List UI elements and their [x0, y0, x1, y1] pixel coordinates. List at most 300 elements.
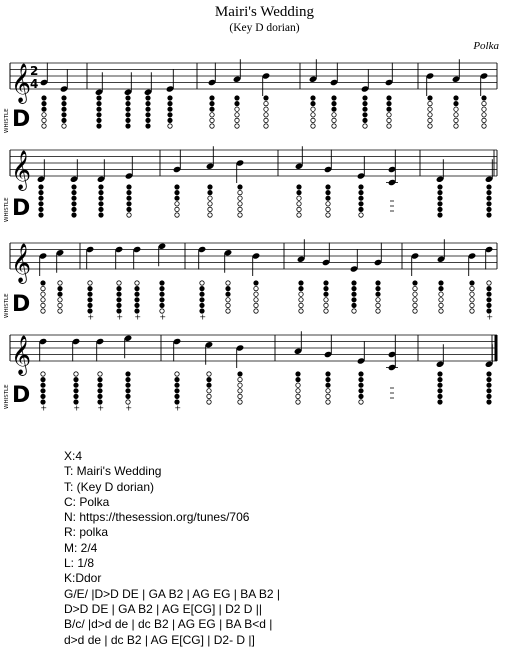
hole-open: [62, 124, 66, 128]
hole-covered: [376, 292, 380, 296]
hole-covered: [74, 394, 78, 398]
hole-covered: [487, 400, 491, 404]
hole-open: [413, 303, 417, 307]
hole-covered: [62, 101, 66, 105]
hole-covered: [359, 202, 363, 206]
hole-covered: [487, 190, 491, 194]
hole-covered: [127, 196, 131, 200]
hole-covered: [438, 383, 442, 387]
hole-covered: [175, 190, 179, 194]
hole-open: [482, 118, 486, 122]
hole-covered: [210, 101, 214, 105]
hole-open: [238, 207, 242, 211]
hole-covered: [352, 298, 356, 302]
hole-covered: [146, 107, 150, 111]
hole-covered: [487, 286, 491, 290]
abc-line: R: polka: [64, 525, 109, 540]
hole-covered: [324, 286, 328, 290]
hole-covered: [428, 96, 432, 100]
hole-covered: [72, 190, 76, 194]
hole-open: [207, 394, 211, 398]
hole-open: [207, 372, 211, 376]
hole-covered: [126, 113, 130, 117]
hole-covered: [311, 96, 315, 100]
hole-covered: [97, 101, 101, 105]
hole-covered: [127, 190, 131, 194]
hole-covered: [226, 292, 230, 296]
hole-covered: [438, 377, 442, 381]
hole-covered: [438, 202, 442, 206]
hole-covered: [39, 213, 43, 217]
hole-covered: [74, 377, 78, 381]
hole-covered: [359, 389, 363, 393]
abc-line: N: https://thesession.org/tunes/706: [64, 510, 250, 525]
hole-open: [428, 101, 432, 105]
hole-covered: [487, 298, 491, 302]
abc-line: L: 1/8: [64, 556, 95, 571]
hole-open: [235, 124, 239, 128]
hole-covered: [299, 281, 303, 285]
hole-open: [299, 298, 303, 302]
hole-open: [200, 281, 204, 285]
hole-covered: [117, 286, 121, 290]
hole-open: [226, 281, 230, 285]
hole-covered: [332, 96, 336, 100]
hole-covered: [58, 286, 62, 290]
hole-covered: [326, 190, 330, 194]
hole-open: [332, 113, 336, 117]
hole-open: [238, 202, 242, 206]
hole-open: [332, 124, 336, 128]
hole-open: [439, 303, 443, 307]
hole-open: [238, 394, 242, 398]
hole-open: [238, 190, 242, 194]
hole-covered: [99, 185, 103, 189]
hole-open: [326, 394, 330, 398]
hole-covered: [146, 118, 150, 122]
hole-covered: [487, 389, 491, 393]
hole-covered: [438, 196, 442, 200]
hole-covered: [438, 394, 442, 398]
hole-covered: [326, 372, 330, 376]
hole-covered: [324, 281, 328, 285]
hole-open: [359, 400, 363, 404]
hole-covered: [352, 286, 356, 290]
hole-covered: [324, 292, 328, 296]
hole-covered: [98, 377, 102, 381]
hole-open: [175, 207, 179, 211]
hole-open: [41, 292, 45, 296]
hole-covered: [359, 190, 363, 194]
hole-covered: [39, 190, 43, 194]
hole-covered: [487, 196, 491, 200]
hole-covered: [200, 286, 204, 290]
hole-open: [359, 213, 363, 217]
hole-open: [254, 286, 258, 290]
hole-open: [299, 303, 303, 307]
hole-covered: [387, 101, 391, 105]
hole-covered: [297, 190, 301, 194]
hole-covered: [74, 383, 78, 387]
hole-open: [454, 107, 458, 111]
hole-covered: [97, 124, 101, 128]
overblow-plus: +: [199, 312, 207, 322]
hole-covered: [487, 372, 491, 376]
hole-open: [168, 124, 172, 128]
hole-open: [58, 298, 62, 302]
hole-open: [264, 124, 268, 128]
hole-open: [297, 207, 301, 211]
hole-open: [297, 213, 301, 217]
hole-covered: [146, 124, 150, 128]
hole-open: [311, 113, 315, 117]
whistle-key-label: D: [12, 292, 31, 317]
hole-covered: [387, 96, 391, 100]
hole-covered: [235, 96, 239, 100]
hole-open: [439, 292, 443, 296]
hole-covered: [42, 101, 46, 105]
hole-covered: [146, 113, 150, 117]
hole-open: [235, 118, 239, 122]
hole-covered: [39, 196, 43, 200]
hole-covered: [487, 185, 491, 189]
hole-covered: [126, 394, 130, 398]
hole-covered: [208, 190, 212, 194]
hole-covered: [487, 303, 491, 307]
hole-open: [238, 196, 242, 200]
hole-open: [428, 124, 432, 128]
hole-covered: [438, 389, 442, 393]
hole-covered: [99, 196, 103, 200]
hole-covered: [376, 286, 380, 290]
overblow-plus: +: [174, 403, 182, 413]
hole-covered: [487, 394, 491, 398]
hole-covered: [126, 124, 130, 128]
hole-covered: [62, 96, 66, 100]
hole-covered: [470, 281, 474, 285]
hole-covered: [207, 377, 211, 381]
hole-open: [296, 400, 300, 404]
hole-open: [470, 303, 474, 307]
hole-open: [58, 281, 62, 285]
hole-covered: [311, 101, 315, 105]
hole-covered: [126, 101, 130, 105]
hole-covered: [454, 96, 458, 100]
hole-covered: [41, 281, 45, 285]
hole-covered: [238, 185, 242, 189]
hole-open: [376, 309, 380, 313]
hole-open: [210, 124, 214, 128]
overblow-plus: +: [134, 312, 142, 322]
hole-open: [326, 207, 330, 211]
hole-covered: [326, 196, 330, 200]
hole-open: [235, 113, 239, 117]
hole-open: [454, 124, 458, 128]
abc-notation-block: [64, 449, 280, 648]
hole-covered: [439, 286, 443, 290]
final-bar-thick: [495, 335, 498, 361]
hole-open: [208, 196, 212, 200]
hole-open: [311, 124, 315, 128]
hole-open: [387, 113, 391, 117]
hole-open: [482, 113, 486, 117]
hole-covered: [135, 292, 139, 296]
hole-open: [41, 309, 45, 313]
hole-open: [127, 213, 131, 217]
hole-covered: [39, 185, 43, 189]
hole-open: [238, 383, 242, 387]
whistle-key-label: D: [12, 383, 31, 408]
whistle-label: WHISTLE: [4, 293, 10, 318]
hole-covered: [363, 101, 367, 105]
hole-open: [470, 286, 474, 290]
hole-covered: [74, 389, 78, 393]
hole-open: [454, 113, 458, 117]
hole-covered: [98, 383, 102, 387]
hole-covered: [88, 298, 92, 302]
hole-covered: [326, 377, 330, 381]
hole-covered: [117, 303, 121, 307]
hole-covered: [41, 383, 45, 387]
hole-open: [311, 107, 315, 111]
overblow-plus: +: [87, 312, 95, 322]
hole-covered: [62, 107, 66, 111]
abc-line: T: (Key D dorian): [64, 479, 155, 494]
hole-open: [98, 372, 102, 376]
hole-open: [264, 118, 268, 122]
hole-covered: [97, 107, 101, 111]
hole-covered: [135, 286, 139, 290]
hole-covered: [208, 185, 212, 189]
hole-covered: [168, 118, 172, 122]
hole-covered: [487, 207, 491, 211]
hole-covered: [99, 207, 103, 211]
hole-open: [439, 298, 443, 302]
hole-covered: [326, 383, 330, 387]
overblow-plus: +: [486, 312, 494, 322]
hole-covered: [175, 383, 179, 387]
hole-open: [117, 281, 121, 285]
hole-covered: [126, 96, 130, 100]
overblow-plus: +: [73, 403, 81, 413]
hole-open: [41, 372, 45, 376]
hole-open: [74, 372, 78, 376]
treble-clef-icon: 𝄞: [11, 243, 32, 283]
hole-covered: [487, 377, 491, 381]
hole-covered: [39, 202, 43, 206]
hole-open: [41, 286, 45, 290]
hole-open: [324, 303, 328, 307]
hole-open: [238, 377, 242, 381]
abc-line: B/c/ |d>d de | dc B2 | AG EG | BA B<d |: [64, 617, 273, 632]
hole-covered: [62, 113, 66, 117]
hole-covered: [58, 292, 62, 296]
hole-open: [42, 124, 46, 128]
hole-covered: [97, 113, 101, 117]
hole-covered: [42, 96, 46, 100]
overblow-plus: +: [159, 312, 167, 322]
hole-covered: [254, 281, 258, 285]
hole-open: [208, 213, 212, 217]
hole-open: [58, 309, 62, 313]
hole-covered: [72, 207, 76, 211]
hole-open: [210, 118, 214, 122]
hole-open: [208, 207, 212, 211]
hole-open: [41, 303, 45, 307]
hole-open: [487, 281, 491, 285]
hole-open: [428, 107, 432, 111]
hole-open: [296, 394, 300, 398]
hole-open: [264, 113, 268, 117]
hole-covered: [88, 286, 92, 290]
hole-covered: [160, 281, 164, 285]
treble-clef-icon: 𝄞: [11, 63, 32, 103]
hole-open: [482, 101, 486, 105]
hole-covered: [88, 292, 92, 296]
hole-open: [413, 309, 417, 313]
hole-covered: [72, 196, 76, 200]
hole-covered: [482, 96, 486, 100]
hole-covered: [210, 96, 214, 100]
hole-covered: [264, 96, 268, 100]
hole-covered: [117, 292, 121, 296]
hole-covered: [72, 202, 76, 206]
hole-open: [413, 292, 417, 296]
hole-covered: [359, 196, 363, 200]
hole-open: [264, 101, 268, 105]
hole-covered: [42, 107, 46, 111]
hole-open: [352, 309, 356, 313]
hole-covered: [97, 96, 101, 100]
hole-covered: [175, 185, 179, 189]
hole-open: [42, 118, 46, 122]
hole-covered: [238, 372, 242, 376]
hole-open: [326, 202, 330, 206]
hole-covered: [135, 298, 139, 302]
hole-open: [226, 303, 230, 307]
hole-covered: [363, 107, 367, 111]
hole-covered: [359, 383, 363, 387]
hole-covered: [200, 303, 204, 307]
hole-covered: [127, 207, 131, 211]
hole-covered: [99, 213, 103, 217]
hole-covered: [160, 303, 164, 307]
hole-covered: [127, 185, 131, 189]
hole-covered: [160, 292, 164, 296]
hole-covered: [41, 377, 45, 381]
hole-covered: [99, 190, 103, 194]
hole-open: [299, 309, 303, 313]
hole-open: [324, 309, 328, 313]
hole-covered: [363, 118, 367, 122]
hole-covered: [296, 377, 300, 381]
hole-covered: [438, 213, 442, 217]
hole-covered: [200, 292, 204, 296]
time-signature-top: 2: [30, 64, 39, 78]
hole-covered: [126, 389, 130, 393]
hole-covered: [363, 113, 367, 117]
hole-covered: [296, 372, 300, 376]
hole-covered: [438, 400, 442, 404]
hole-covered: [39, 207, 43, 211]
hole-covered: [359, 372, 363, 376]
hole-covered: [210, 107, 214, 111]
hole-open: [470, 298, 474, 302]
hole-open: [41, 298, 45, 302]
hole-covered: [160, 298, 164, 302]
tune-subtitle: (Key D dorian): [229, 22, 300, 34]
hole-open: [297, 196, 301, 200]
hole-open: [296, 383, 300, 387]
hole-open: [299, 292, 303, 296]
whistle-key-label: D: [12, 196, 31, 221]
hole-open: [264, 107, 268, 111]
hole-covered: [487, 383, 491, 387]
hole-covered: [297, 185, 301, 189]
hole-covered: [72, 185, 76, 189]
hole-covered: [487, 202, 491, 206]
hole-covered: [413, 281, 417, 285]
hole-open: [296, 389, 300, 393]
hole-open: [324, 298, 328, 302]
hole-open: [226, 298, 230, 302]
abc-line: G/E/ |D>D DE | GA B2 | AG EG | BA B2 |: [64, 586, 280, 601]
hole-open: [88, 281, 92, 285]
abc-line: D>D DE | GA B2 | AG E[CG] | D2 D ||: [64, 601, 262, 616]
hole-covered: [235, 101, 239, 105]
hole-covered: [126, 383, 130, 387]
hole-open: [235, 107, 239, 111]
hole-covered: [127, 202, 131, 206]
hole-open: [326, 213, 330, 217]
hole-covered: [200, 298, 204, 302]
hole-covered: [359, 394, 363, 398]
hole-open: [254, 292, 258, 296]
hole-covered: [352, 303, 356, 307]
hole-open: [254, 309, 258, 313]
hole-covered: [41, 389, 45, 393]
hole-open: [482, 107, 486, 111]
hole-covered: [168, 107, 172, 111]
overblow-plus: +: [97, 403, 105, 413]
hole-covered: [359, 185, 363, 189]
abc-line: M: 2/4: [64, 540, 98, 555]
hole-open: [58, 303, 62, 307]
hole-open: [175, 372, 179, 376]
hole-covered: [438, 372, 442, 376]
whistle-label: WHISTLE: [4, 108, 10, 133]
hole-covered: [98, 394, 102, 398]
hole-open: [207, 389, 211, 393]
hole-covered: [359, 377, 363, 381]
hole-open: [135, 281, 139, 285]
treble-clef-icon: 𝄞: [11, 335, 32, 375]
hole-open: [208, 202, 212, 206]
hole-covered: [97, 118, 101, 122]
whistle-key-label: D: [12, 107, 31, 132]
hole-covered: [359, 207, 363, 211]
whistle-label: WHISTLE: [4, 197, 10, 222]
abc-line: T: Mairi's Wedding: [64, 464, 162, 479]
tune-title: Mairi's Wedding: [214, 4, 315, 20]
hole-open: [470, 309, 474, 313]
hole-open: [226, 309, 230, 313]
hole-covered: [146, 101, 150, 105]
hole-covered: [207, 383, 211, 387]
hole-covered: [387, 107, 391, 111]
hole-covered: [175, 377, 179, 381]
hole-covered: [146, 96, 150, 100]
